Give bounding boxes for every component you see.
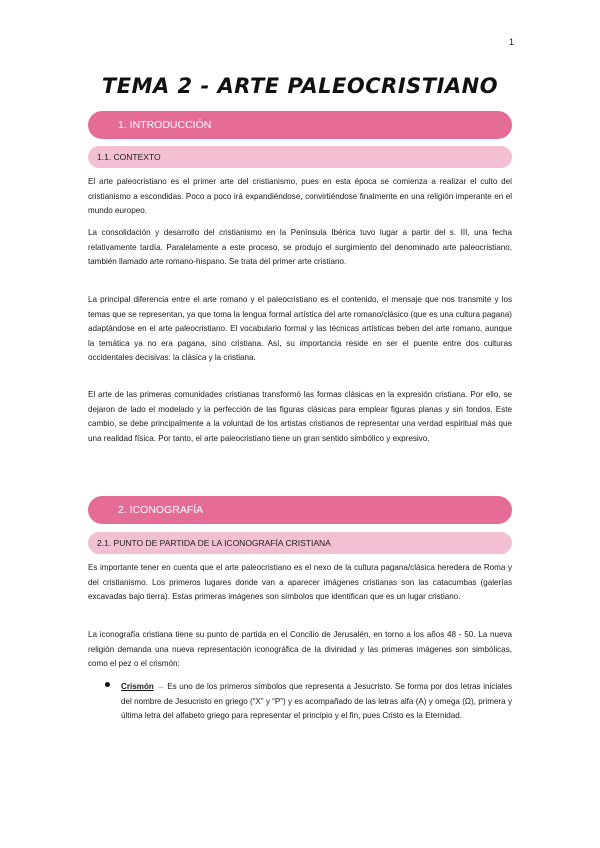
paragraph-intro-2: La consolidación y desarrollo del cristianismo en la Península Ibérica tuvo lugar a partir del s. III, una fecha relativamente tardía. Paralelamente a este proceso, se produjo el surgimiento del denominado arte paleocristiano, también llamado arte romano-hispano. Se trata del primer arte cristiano. bbox=[88, 228, 512, 267]
page-number: 1 bbox=[508, 37, 514, 47]
subsection-heading-punto-de-partida: 2.1. PUNTO DE PARTIDA DE LA ICONOGRAFÍA CRISTIANA bbox=[88, 532, 512, 554]
paragraph-intro-3: La principal diferencia entre el arte romano y el paleocristiano es el contenido, el mensaje que nos transmite y los temas que se representan, ya que toma la lengua formal artística del arte romano/clásico (que es una cultura pagana) adaptándose en el arte paleocristiano. El vocabulario formal y las técnicas artísticas beben del arte romano, aunque la temática ya no era pagana, sino cristiana. Así, su importancia reside en ser el puente entre dos culturas occidentales decisivas: la clásica y la cristiana. bbox=[88, 295, 512, 363]
page-title: TEMA 2 - ARTE PALEOCRISTIANO bbox=[101, 74, 499, 98]
paragraph-intro-4: El arte de las primeras comunidades cristianas transformó las formas clásicas en la expresión cristiana. Por ello, se dejaron de lado el modelado y la perfección de las figuras clásicas para emplear figuras planas y sin fondos. Este cambio, se debe principalmente a la voluntad de los artistas cristianos de representar una verdad espiritual más que una realidad física. Por tanto, el arte paleocristiano tiene un gran sentido simbólico y expresivo. bbox=[88, 390, 512, 443]
bullet-dot-icon bbox=[105, 682, 110, 687]
paragraph-iconografia-1: Es importante tener en cuenta que el arte paleocristiano es el nexo de la cultura pagana/clásica heredera de Roma y del cristianismo. Los primeros lugares donde van a aparecer imágenes cristianas son las catacumbas (galerías excavadas bajo tierra). Estas primeras imágenes son símbolos que identifican que es un lugar cristiano. bbox=[88, 563, 512, 602]
bullet-term: Crismón bbox=[121, 682, 154, 691]
paragraph-intro-1: El arte paleocristiano es el primer arte del cristianismo, pues en esta época se comienza a realizar el culto del cristianismo a escondidas. Poco a poco irá expandiéndose, convirtiéndose finalmente en una religión imperante en el mundo europeo. bbox=[88, 177, 512, 216]
section-heading-iconografia: 2. ICONOGRAFÍA bbox=[88, 496, 512, 524]
subsection-heading-contexto: 1.1. CONTEXTO bbox=[88, 146, 512, 168]
paragraph-iconografia-2: La iconografía cristiana tiene su punto de partida en el Concilio de Jerusalén, en torno a los años 48 - 50. La nueva religión demanda una nueva representación iconográfica de la divinidad y las primeras imágenes son simbólicas, como el pez o el crismón: bbox=[88, 630, 512, 669]
section-heading-introduccion: 1. INTRODUCCIÓN bbox=[88, 111, 512, 139]
bullet-description: Es uno de los primeros símbolos que representa a Jesucristo. Se forma por dos letras iniciales del nombre de Jesucristo en griego (“X” y “P”) y es acompañado de las letras alfa (A) y omega (Ω), primera y última letra del alfabeto griego para representar el principio y el fin, pues Cristo es la Eternidad. bbox=[121, 682, 512, 721]
arrow-right-icon: → bbox=[156, 682, 165, 691]
bullet-text bbox=[121, 680, 512, 724]
